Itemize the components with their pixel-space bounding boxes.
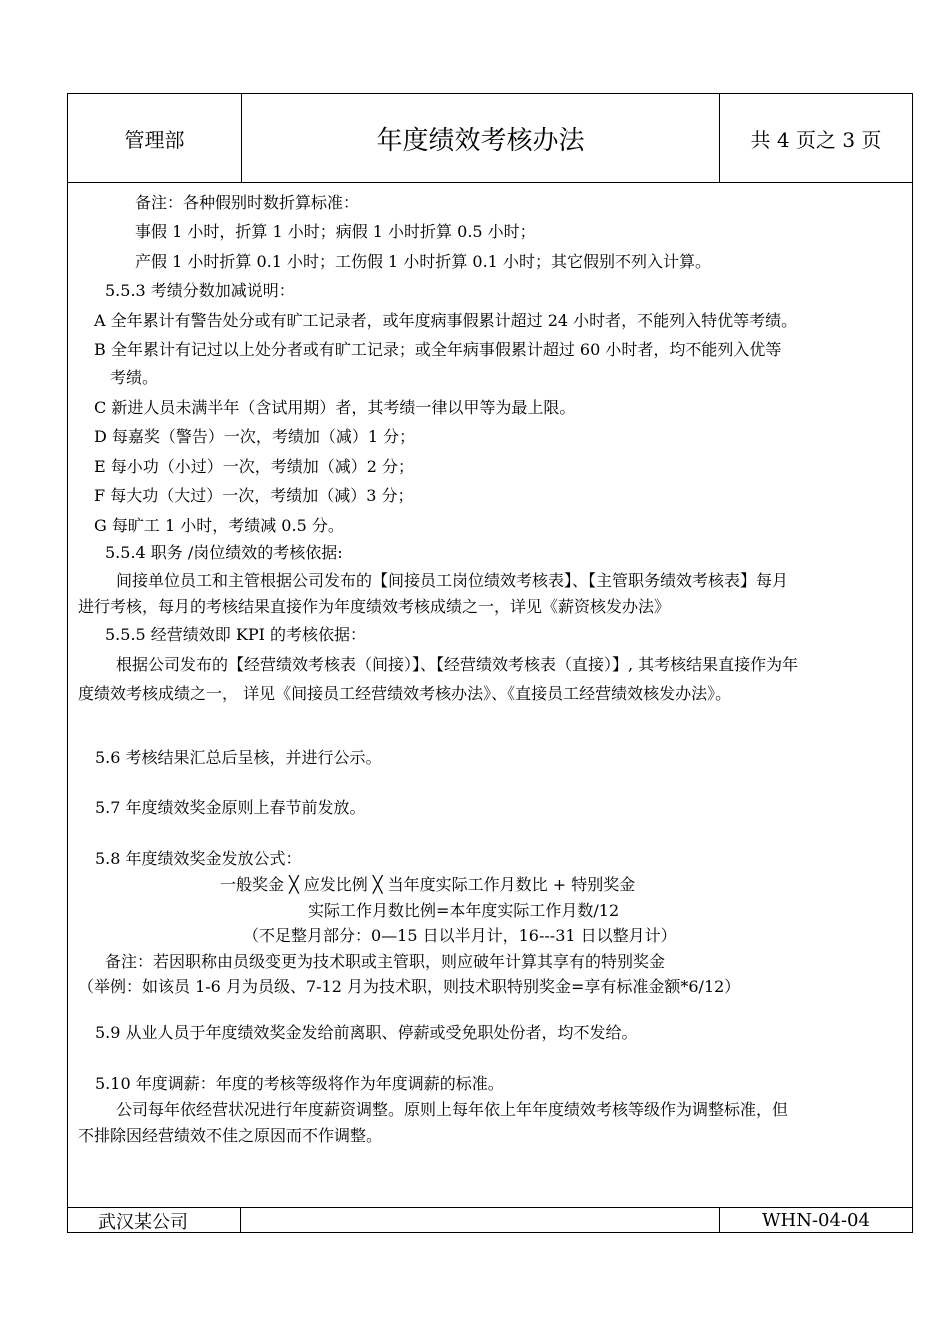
rule-item-continued: 考绩。	[110, 368, 159, 387]
document-code: WHN-04-04	[762, 1210, 870, 1231]
remark-line: 备注：若因职称由员级变更为技术职或主管职，则应破年计算其享有的特别奖金	[105, 952, 666, 971]
section-item: 5.6 考核结果汇总后呈核，并进行公示。	[95, 748, 382, 767]
section-heading: 5.5.3 考绩分数加减说明：	[105, 281, 295, 300]
document-title: 年度绩效考核办法	[242, 94, 720, 182]
paragraph-line: 度绩效考核成绩之一， 详见《间接员工经营绩效考核办法》、《直接员工经营绩效核发办法》。	[78, 684, 732, 703]
paragraph-line: 公司每年依经营状况进行年度薪资调整。原则上每年依上年年度绩效考核等级作为调整标准，但	[116, 1100, 789, 1119]
document-header	[68, 94, 912, 183]
section-heading: 5.5.5 经营绩效即 KPI 的考核依据：	[105, 625, 367, 644]
rule-item: A 全年累计有警告处分或有旷工记录者，或年度病事假累计超过 24 小时者，不能列入特优等考绩。	[94, 311, 798, 330]
section-item: 5.7 年度绩效奖金原则上春节前发放。	[95, 798, 366, 817]
formula-note: （不足整月部分：0—15 日以半月计，16---31 日以整月计）	[243, 926, 677, 945]
document-footer	[68, 1207, 912, 1233]
leave-note-title: 备注：各种假别时数折算标准：	[135, 193, 360, 212]
rule-item: F 每大功（大过）一次，考绩加（减）3 分；	[94, 486, 414, 505]
section-item: 5.8 年度绩效奖金发放公式：	[95, 849, 302, 868]
section-item: 5.10 年度调薪：年度的考核等级将作为年度调薪的标准。	[95, 1074, 504, 1093]
formula-definition: 实际工作月数比例=本年度实际工作月数/12	[308, 901, 620, 920]
rule-item: D 每嘉奖（警告）一次，考绩加（减）1 分；	[94, 427, 416, 446]
document-frame	[67, 93, 913, 1233]
example-line: （举例：如该员 1-6 月为员级、7-12 月为技术职，则技术职特别奖金=享有标准金额*6/12）	[78, 977, 741, 996]
page-info: 共 4 页之 3 页	[750, 127, 882, 152]
department-label: 管理部	[68, 94, 242, 182]
document-body	[68, 183, 912, 1207]
bonus-formula: 一般奖金 ╳ 应发比例 ╳ 当年度实际工作月数比 + 特别奖金	[220, 875, 636, 894]
leave-note-line: 事假 1 小时，折算 1 小时；病假 1 小时折算 0.5 小时；	[135, 222, 536, 241]
section-item: 5.9 从业人员于年度绩效奖金发给前离职、停薪或受免职处份者，均不发给。	[95, 1023, 638, 1042]
rule-item: G 每旷工 1 小时，考绩减 0.5 分。	[94, 516, 344, 535]
rule-item: E 每小功（小过）一次，考绩加（减）2 分；	[94, 457, 415, 476]
section-heading: 5.5.4 职务 /岗位绩效的考核依据:	[105, 543, 343, 562]
rule-item: C 新进人员未满半年（含试用期）者，其考绩一律以甲等为最上限。	[94, 398, 576, 417]
paragraph-line: 不排除因经营绩效不佳之原因而不作调整。	[78, 1126, 383, 1145]
paragraph-line: 间接单位员工和主管根据公司发布的【间接员工岗位绩效考核表】、【主管职务绩效考核表】每月	[116, 571, 789, 590]
rule-item: B 全年累计有记过以上处分者或有旷工记录；或全年病事假累计超过 60 小时者，均不能列入优等	[94, 340, 782, 359]
company-name: 武汉某公司	[68, 1208, 241, 1233]
leave-note-line: 产假 1 小时折算 0.1 小时；工伤假 1 小时折算 0.1 小时；其它假别不列入计算。	[135, 252, 711, 271]
footer-middle-cell	[242, 1208, 720, 1233]
paragraph-line: 进行考核，每月的考核结果直接作为年度绩效考核成绩之一，详见《薪资核发办法》	[78, 597, 671, 616]
paragraph-line: 根据公司发布的【经营绩效考核表（间接）】、【经营绩效考核表（直接）】, 其考核结果直接作为年	[116, 655, 799, 674]
